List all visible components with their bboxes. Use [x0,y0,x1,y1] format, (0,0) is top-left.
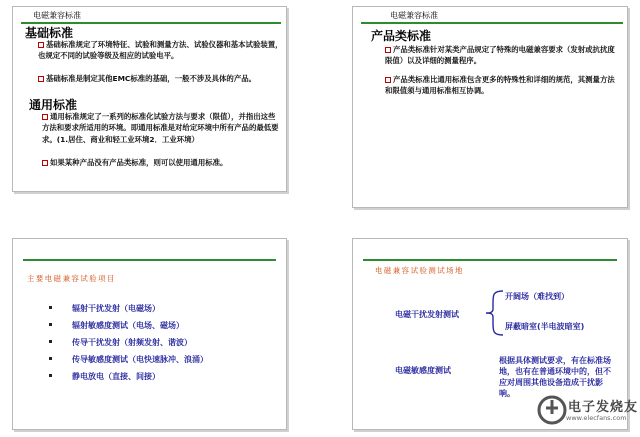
slide-header: 电磁兼容标准 [33,11,81,20]
list-item: 传导敏感度测试（电快速脉冲、浪涌） [49,354,208,371]
slide-emc-standards-basic[interactable] [12,6,287,192]
bullet-dot-icon [49,374,52,377]
slide-emc-test-items[interactable] [12,238,287,430]
bullet-dot-icon [49,323,52,326]
heading-generic-standard: 通用标准 [29,98,78,112]
elecfans-logo-icon [536,392,568,428]
product-standard-para-2: 产品类标准比通用标准包含更多的特殊性和详细的规范，其测量方法和限值须与通用标准相互协调。 [385,75,615,96]
header-divider [23,259,276,261]
heading-basic-standard: 基础标准 [25,26,74,40]
test-items-list [49,303,208,388]
square-bullet-icon [385,77,391,83]
shielded-room-label: 屏蔽暗室(半电波暗室) [505,322,585,331]
list-item: 静电放电（直接、间接） [49,371,208,388]
basic-standard-para-2: 基础标准是制定其他EMC标准的基础，一般不涉及具体的产品。 [38,73,283,84]
square-bullet-icon [38,42,44,48]
slide-emc-standards-product[interactable] [352,6,628,208]
generic-standard-para-1: 通用标准规定了一系列的标准化试验方法与要求（限值），并指出这些方法和要求所适用的环境。即通用标准是对给定环境中所有产品的最低要求。(1.居住、商业和轻工业环境2．工业环境） [42,112,279,144]
bullet-dot-icon [49,340,52,343]
susceptibility-test-label: 电磁敏感度测试 [395,366,451,375]
square-bullet-icon [38,76,44,82]
heading-product-standard: 产品类标准 [371,29,432,43]
generic-standard-para-2: 如果某种产品没有产品类标准，则可以使用通用标准。 [42,157,282,168]
watermark-url: www.elecfans.com [566,414,627,422]
list-item: 传导干扰发射（射频发射、谐波） [49,337,208,354]
slide-header: 电磁兼容标准 [390,11,438,20]
square-bullet-icon [42,160,48,166]
slide-title: 主要电磁兼容试验项目 [27,274,116,283]
bullet-dot-icon [49,357,52,360]
square-bullet-icon [385,47,391,53]
watermark-brand: 电子发烧友 [568,400,639,415]
slide-title: 电磁兼容试验测试场地 [375,266,464,275]
list-item: 辐射干扰发射（电磁场） [49,303,208,320]
header-divider [361,22,623,24]
header-divider [363,259,617,261]
list-item: 辐射敏感度测试（电场、磁场） [49,320,208,337]
product-standard-para-1: 产品类标准针对某类产品规定了特殊的电磁兼容要求（发射或抗扰度限值）以及详细的测量程序。 [385,45,615,66]
open-area-site-label: 开阔场（难找到） [505,292,569,301]
susceptibility-note: 根据具体测试要求，有在标准场地，也有在普通环境中的，但不应对周围其他设备造成干扰影响。 [499,356,611,398]
basic-standard-para-1: 基础标准规定了环境特征、试验和测量方法、试验仪器和基本试验装置，也规定不同的试验等级及相应的试验电平。 [38,40,283,61]
emission-test-label: 电磁干扰发射测试 [395,310,459,319]
bullet-dot-icon [49,306,52,309]
square-bullet-icon [42,114,48,120]
